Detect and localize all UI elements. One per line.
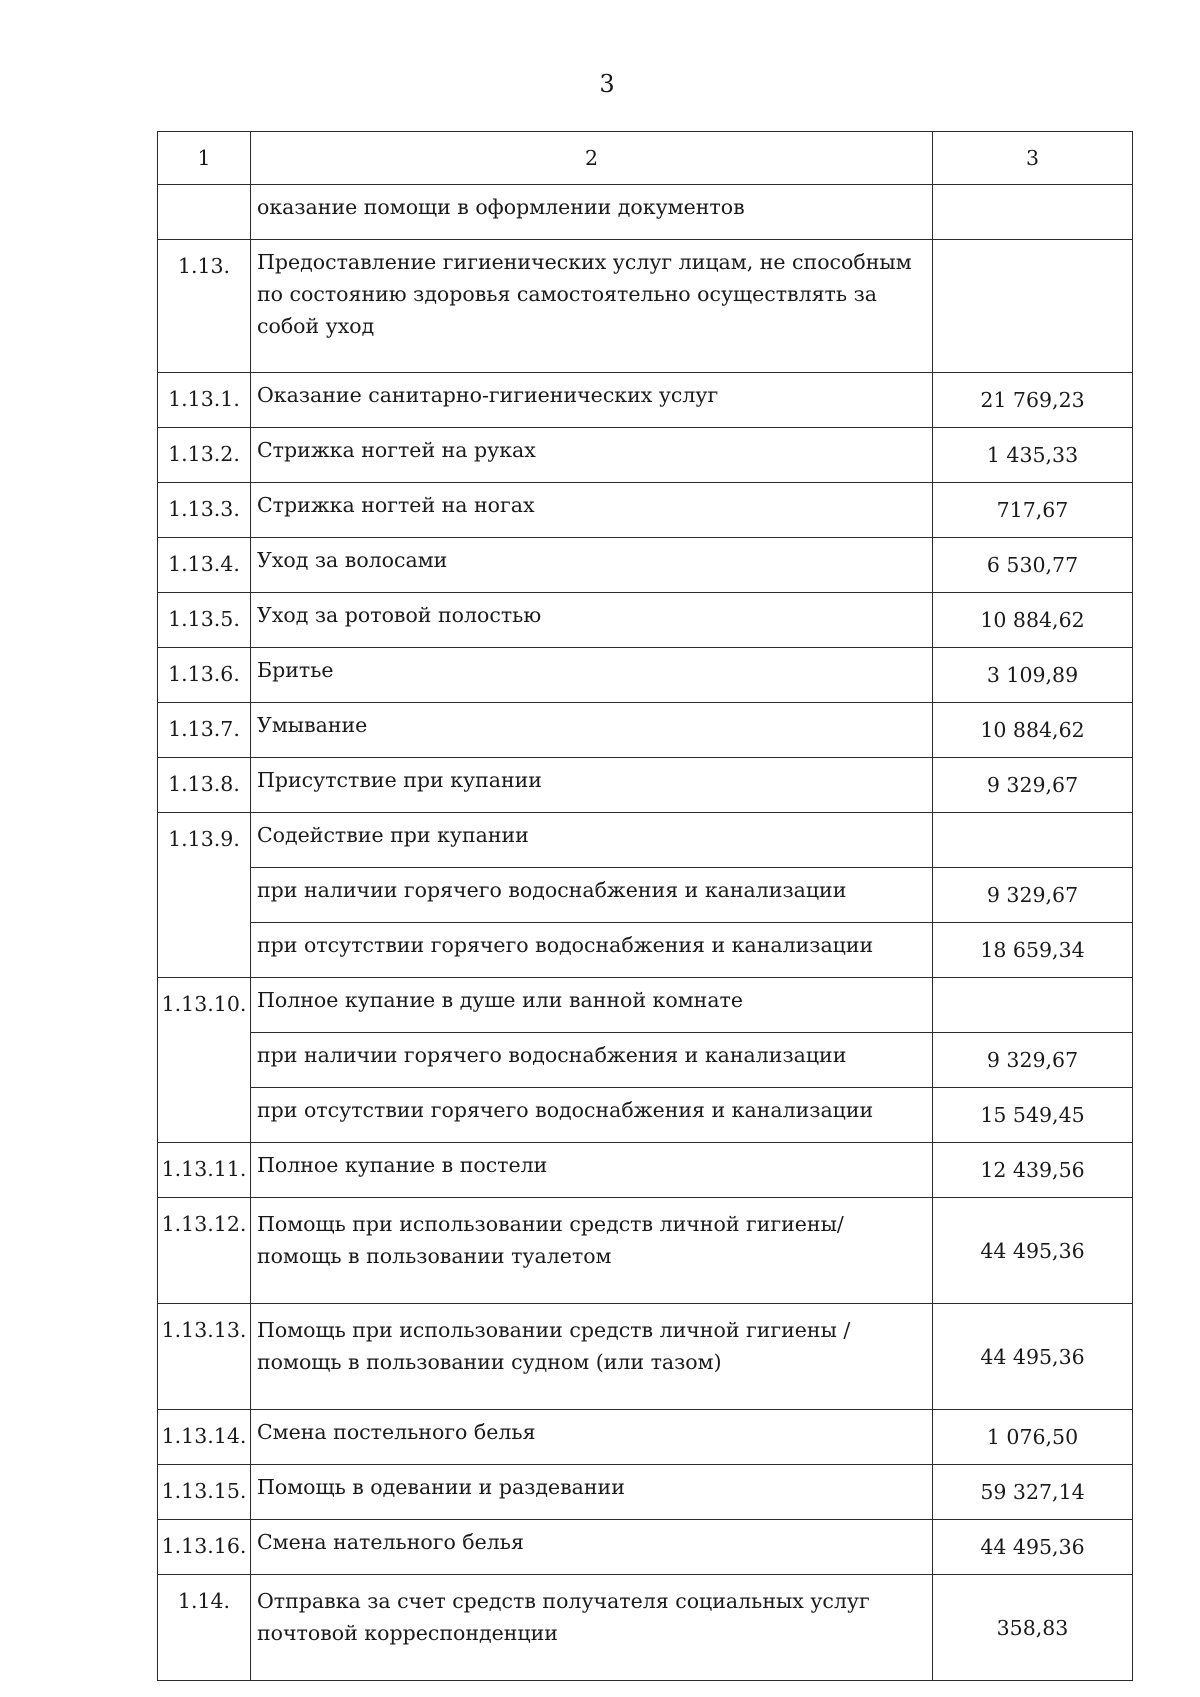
item-value: 3 109,89 bbox=[933, 648, 1133, 703]
item-description: Стрижка ногтей на ногах bbox=[251, 483, 933, 538]
item-number: 1.13.13. bbox=[158, 1304, 251, 1410]
item-number: 1.13.5. bbox=[158, 593, 251, 648]
item-number: 1.13.16. bbox=[158, 1520, 251, 1575]
item-description: при наличии горячего водоснабжения и канализации bbox=[251, 1033, 933, 1088]
table-row bbox=[158, 428, 1133, 483]
item-value: 10 884,62 bbox=[933, 593, 1133, 648]
item-description: при отсутствии горячего водоснабжения и канализации bbox=[251, 1088, 933, 1143]
table-row bbox=[158, 648, 1133, 703]
item-value bbox=[933, 813, 1133, 868]
item-number: 1.13.15. bbox=[158, 1465, 251, 1520]
table-row bbox=[158, 1465, 1133, 1520]
item-value: 1 435,33 bbox=[933, 428, 1133, 483]
item-number: 1.13.4. bbox=[158, 538, 251, 593]
item-value: 6 530,77 bbox=[933, 538, 1133, 593]
table-row bbox=[158, 483, 1133, 538]
item-number: 1.13.11. bbox=[158, 1143, 251, 1198]
table-row bbox=[158, 978, 1133, 1033]
table-row bbox=[158, 1033, 1133, 1088]
item-number: 1.13.7. bbox=[158, 703, 251, 758]
item-description: Умывание bbox=[251, 703, 933, 758]
item-number: 1.13.6. bbox=[158, 648, 251, 703]
item-description: Стрижка ногтей на руках bbox=[251, 428, 933, 483]
table-row bbox=[158, 373, 1133, 428]
item-description: Помощь при использовании средств личной гигиены/помощь в пользовании туалетом bbox=[251, 1198, 933, 1304]
item-value: 717,67 bbox=[933, 483, 1133, 538]
item-value: 44 495,36 bbox=[933, 1198, 1133, 1304]
table-row bbox=[158, 813, 1133, 868]
table-row bbox=[158, 593, 1133, 648]
item-value bbox=[933, 978, 1133, 1033]
table-row bbox=[158, 1575, 1133, 1681]
item-description: Присутствие при купании bbox=[251, 758, 933, 813]
item-description: Предоставление гигиенических услуг лицам, не способным по состоянию здоровья самостоятельно осуществлять за собой уход bbox=[251, 240, 933, 373]
column-header: 1 bbox=[158, 132, 251, 185]
table-header-row bbox=[158, 132, 1133, 185]
item-value: 358,83 bbox=[933, 1575, 1133, 1681]
item-description: Бритье bbox=[251, 648, 933, 703]
column-header: 2 bbox=[251, 132, 933, 185]
item-number: 1.13.1. bbox=[158, 373, 251, 428]
item-number bbox=[158, 185, 251, 240]
table-row bbox=[158, 868, 1133, 923]
page-number: 3 bbox=[599, 70, 615, 98]
table-row bbox=[158, 758, 1133, 813]
item-number: 1.13.8. bbox=[158, 758, 251, 813]
item-number: 1.13.3. bbox=[158, 483, 251, 538]
item-number: 1.13.12. bbox=[158, 1198, 251, 1304]
item-number: 1.13.2. bbox=[158, 428, 251, 483]
item-value: 10 884,62 bbox=[933, 703, 1133, 758]
item-description: оказание помощи в оформлении документов bbox=[251, 185, 933, 240]
item-value: 9 329,67 bbox=[933, 868, 1133, 923]
item-description: Помощь при использовании средств личной гигиены / помощь в пользовании судном (или тазом) bbox=[251, 1304, 933, 1410]
item-value: 21 769,23 bbox=[933, 373, 1133, 428]
item-value: 9 329,67 bbox=[933, 1033, 1133, 1088]
item-value bbox=[933, 240, 1133, 373]
item-value: 1 076,50 bbox=[933, 1410, 1133, 1465]
table-row bbox=[158, 1088, 1133, 1143]
item-description: Содействие при купании bbox=[251, 813, 933, 868]
item-description: Помощь в одевании и раздевании bbox=[251, 1465, 933, 1520]
table-row bbox=[158, 1410, 1133, 1465]
table-row bbox=[158, 1143, 1133, 1198]
item-number: 1.13.10. bbox=[158, 978, 251, 1143]
item-value: 44 495,36 bbox=[933, 1520, 1133, 1575]
item-number: 1.13.14. bbox=[158, 1410, 251, 1465]
item-description: Полное купание в душе или ванной комнате bbox=[251, 978, 933, 1033]
item-description: Смена нательного белья bbox=[251, 1520, 933, 1575]
item-value: 59 327,14 bbox=[933, 1465, 1133, 1520]
item-value: 9 329,67 bbox=[933, 758, 1133, 813]
item-description: Оказание санитарно-гигиенических услуг bbox=[251, 373, 933, 428]
table-row bbox=[158, 1520, 1133, 1575]
item-number: 1.13. bbox=[158, 240, 251, 373]
table-row bbox=[158, 1198, 1133, 1304]
item-number: 1.13.9. bbox=[158, 813, 251, 978]
table-row bbox=[158, 1304, 1133, 1410]
item-description: Смена постельного белья bbox=[251, 1410, 933, 1465]
item-description: Уход за волосами bbox=[251, 538, 933, 593]
item-number: 1.14. bbox=[158, 1575, 251, 1681]
item-description: Уход за ротовой полостью bbox=[251, 593, 933, 648]
item-value: 44 495,36 bbox=[933, 1304, 1133, 1410]
column-header: 3 bbox=[933, 132, 1133, 185]
table-row bbox=[158, 538, 1133, 593]
item-value: 12 439,56 bbox=[933, 1143, 1133, 1198]
table-row bbox=[158, 240, 1133, 373]
services-price-table bbox=[157, 131, 1133, 1681]
item-value: 15 549,45 bbox=[933, 1088, 1133, 1143]
item-description: при наличии горячего водоснабжения и канализации bbox=[251, 868, 933, 923]
item-value: 18 659,34 bbox=[933, 923, 1133, 978]
table-row bbox=[158, 923, 1133, 978]
table-row bbox=[158, 185, 1133, 240]
item-description: при отсутствии горячего водоснабжения и канализации bbox=[251, 923, 933, 978]
item-description: Полное купание в постели bbox=[251, 1143, 933, 1198]
item-description: Отправка за счет средств получателя социальных услуг почтовой корреспонденции bbox=[251, 1575, 933, 1681]
table-row bbox=[158, 703, 1133, 758]
item-value bbox=[933, 185, 1133, 240]
